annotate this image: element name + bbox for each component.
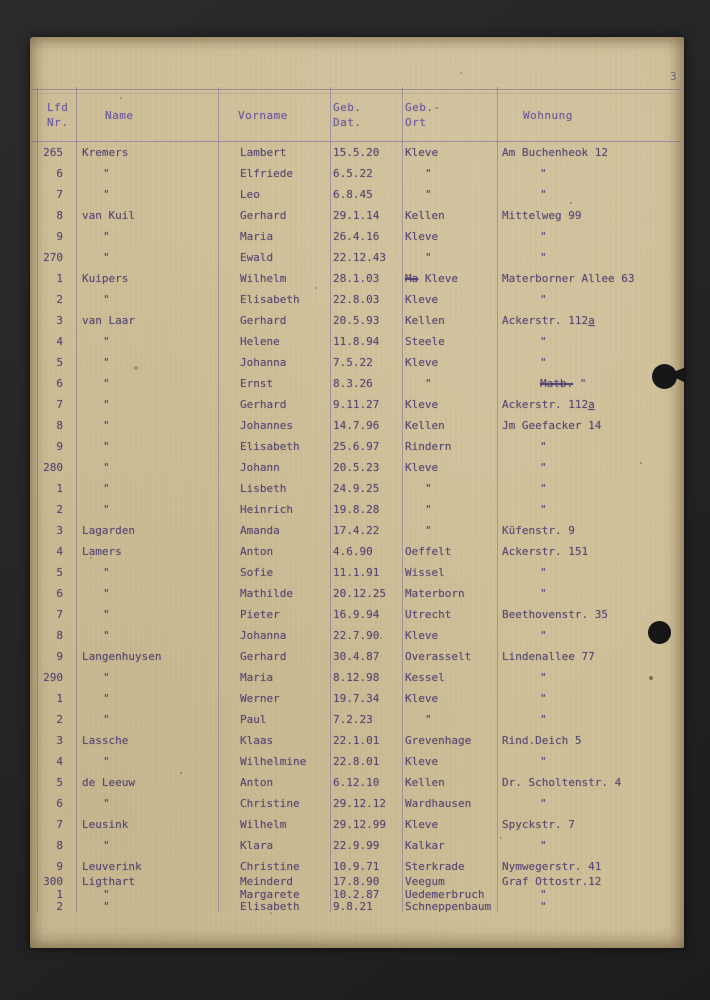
cell-geb_dat: 10.2.87 [333, 887, 380, 901]
cell-vorname: Wilhelm [240, 272, 287, 285]
cell-geb_dat: 9.11.27 [333, 398, 380, 411]
cell-nr: 1 [56, 887, 63, 901]
cell-name: Lamers [82, 545, 122, 558]
table-header [30, 89, 684, 141]
cell-geb_dat: 28.1.03 [333, 272, 380, 285]
cell-name: Lassche [82, 734, 129, 747]
cell-name: " [103, 900, 110, 913]
cell-wohnung: Dr. Scholtenstr. 4 [502, 776, 622, 789]
cell-geb_ort: Veegum [405, 875, 445, 888]
cell-nr: 9 [56, 650, 63, 663]
cell-nr: 2 [56, 503, 63, 516]
cell-geb_ort: Sterkrade [405, 860, 465, 873]
cell-geb_dat: 14.7.96 [333, 419, 380, 432]
cell-vorname: Margarete [240, 887, 300, 901]
cell-vorname: Heinrich [240, 503, 293, 516]
table-row [30, 419, 684, 440]
cell-geb_ort: Kleve [405, 755, 439, 768]
cell-geb_dat: 11.8.94 [333, 335, 380, 348]
cell-name: " [103, 503, 110, 516]
cell-geb_ort: " [425, 503, 432, 516]
cell-vorname: Elisabeth [240, 440, 300, 453]
cell-vorname: Klaas [240, 734, 274, 747]
cell-geb_dat: 19.7.34 [333, 692, 380, 705]
cell-vorname: Wilhelm [240, 818, 287, 831]
cell-name: " [103, 482, 110, 495]
table-row [30, 272, 684, 293]
cell-geb_ort: Oeffelt [405, 545, 452, 558]
cell-nr: 300 [43, 875, 63, 888]
cell-name: " [103, 251, 110, 264]
cell-vorname: Werner [240, 692, 280, 705]
cell-wohnung: " [540, 671, 547, 684]
cell-geb_ort: " [425, 377, 432, 390]
table-body [30, 146, 684, 913]
cell-vorname: Amanda [240, 524, 280, 537]
cell-vorname: Lambert [240, 146, 287, 159]
cell-vorname: Gerhard [240, 398, 287, 411]
cell-wohnung: Nymwegerstr. 41 [502, 860, 602, 873]
cell-geb_dat: 19.8.28 [333, 503, 380, 516]
table-row [30, 713, 684, 734]
table-row [30, 398, 684, 419]
cell-name: " [103, 419, 110, 432]
cell-vorname: Anton [240, 545, 274, 558]
cell-nr: 2 [56, 900, 63, 913]
table-row [30, 440, 684, 461]
cell-nr: 8 [56, 629, 63, 642]
cell-geb_ort: Kellen [405, 314, 445, 327]
cell-geb_dat: 9.8.21 [333, 900, 373, 913]
cell-wohnung: " [540, 900, 547, 913]
cell-wohnung: Küfenstr. 9 [502, 524, 575, 537]
cell-geb_ort: Wardhausen [405, 797, 472, 810]
table-row [30, 587, 684, 608]
cell-vorname: Elisabeth [240, 900, 300, 913]
cell-name: " [103, 692, 110, 705]
table-row [30, 776, 684, 797]
cell-nr: 6 [56, 167, 63, 180]
cell-geb_dat: 22.1.01 [333, 734, 380, 747]
cell-name: " [103, 671, 110, 684]
cell-nr: 7 [56, 398, 63, 411]
cell-vorname: Gerhard [240, 650, 287, 663]
cell-name: " [103, 755, 110, 768]
cell-vorname: Gerhard [240, 314, 287, 327]
cell-nr: 9 [56, 860, 63, 873]
table-row [30, 629, 684, 650]
table-row [30, 461, 684, 482]
cell-wohnung: " [540, 251, 547, 264]
cell-nr: 3 [56, 734, 63, 747]
cell-nr: 6 [56, 377, 63, 390]
table-row [30, 839, 684, 860]
cell-wohnung: Jm Geefacker 14 [502, 419, 602, 432]
cell-name: " [103, 167, 110, 180]
cell-geb_dat: 26.4.16 [333, 230, 380, 243]
cell-vorname: Christine [240, 860, 300, 873]
table-row [30, 692, 684, 713]
table-row [30, 671, 684, 692]
paper-specks [30, 37, 32, 39]
cell-vorname: Elfriede [240, 167, 293, 180]
cell-nr: 2 [56, 713, 63, 726]
table-row [30, 797, 684, 818]
cell-nr: 7 [56, 818, 63, 831]
cell-geb_dat: 20.5.23 [333, 461, 380, 474]
cell-nr: 4 [56, 335, 63, 348]
cell-geb_dat: 6.12.10 [333, 776, 380, 789]
table-row [30, 482, 684, 503]
cell-nr: 7 [56, 188, 63, 201]
cell-geb_dat: 17.4.22 [333, 524, 380, 537]
cell-geb_dat: 30.4.87 [333, 650, 380, 663]
cell-vorname: Meinderd [240, 875, 293, 888]
cell-wohnung: " [540, 887, 547, 901]
table-row [30, 251, 684, 272]
cell-nr: 8 [56, 419, 63, 432]
table-row [30, 293, 684, 314]
cell-vorname: Johannes [240, 419, 293, 432]
cell-name: Kremers [82, 146, 129, 159]
cell-geb_dat: 29.1.14 [333, 209, 380, 222]
table-row [30, 356, 684, 377]
cell-geb_ort: Steele [405, 335, 445, 348]
cell-name: Leusink [82, 818, 129, 831]
cell-geb_ort: " [425, 188, 432, 201]
cell-wohnung: " [540, 566, 547, 579]
cell-wohnung: " [540, 230, 547, 243]
cell-vorname: Anton [240, 776, 274, 789]
header-geb-dat: Geb. Dat. [333, 101, 362, 129]
table-row [30, 146, 684, 167]
cell-geb_ort: Kellen [405, 209, 445, 222]
hole-punch [648, 621, 671, 644]
cell-nr: 8 [56, 839, 63, 852]
cell-vorname: Ernst [240, 377, 274, 390]
table-row [30, 188, 684, 209]
cell-wohnung: Ackerstr. 112a [502, 398, 595, 411]
cell-vorname: Johann [240, 461, 280, 474]
cell-geb_dat: 29.12.12 [333, 797, 386, 810]
cell-wohnung: Beethovenstr. 35 [502, 608, 608, 621]
cell-wohnung: " [540, 503, 547, 516]
cell-name: Kuipers [82, 272, 129, 285]
cell-name: Leuverink [82, 860, 142, 873]
table-row [30, 650, 684, 671]
cell-name: " [103, 629, 110, 642]
table-row [30, 755, 684, 776]
cell-geb_ort: " [425, 167, 432, 180]
cell-wohnung: Lindenallee 77 [502, 650, 595, 663]
cell-vorname: Paul [240, 713, 267, 726]
cell-geb_ort: Utrecht [405, 608, 452, 621]
cell-nr: 1 [56, 482, 63, 495]
cell-wohnung: " [540, 356, 547, 369]
cell-name: " [103, 713, 110, 726]
cell-geb_ort: Kellen [405, 419, 445, 432]
cell-wohnung: " [540, 482, 547, 495]
cell-geb_ort: Kleve [405, 461, 439, 474]
cell-name: " [103, 566, 110, 579]
cell-vorname: Maria [240, 230, 274, 243]
cell-geb_dat: 29.12.99 [333, 818, 386, 831]
cell-nr: 9 [56, 230, 63, 243]
cell-name: " [103, 377, 110, 390]
struck-text: Matb. [540, 377, 574, 390]
table-row [30, 888, 684, 901]
cell-geb_ort: Kessel [405, 671, 445, 684]
header-vorname: Vorname [238, 108, 288, 122]
cell-vorname: Wilhelmine [240, 755, 307, 768]
cell-wohnung: " [540, 167, 547, 180]
cell-wohnung: " [540, 692, 547, 705]
cell-name: " [103, 887, 110, 901]
cell-geb_dat: 4.6.90 [333, 545, 373, 558]
cell-wohnung: " [540, 461, 547, 474]
cell-geb_ort: Kleve [405, 146, 439, 159]
cell-geb_dat: 8.3.26 [333, 377, 373, 390]
cell-wohnung: Matb. " [540, 377, 587, 390]
cell-geb_ort: Wissel [405, 566, 445, 579]
cell-nr: 280 [43, 461, 63, 474]
cell-wohnung: Materborner Allee 63 [502, 272, 635, 285]
cell-vorname: Sofie [240, 566, 274, 579]
cell-wohnung: " [540, 629, 547, 642]
cell-geb_dat: 10.9.71 [333, 860, 380, 873]
cell-geb_ort: Kellen [405, 776, 445, 789]
cell-name: " [103, 608, 110, 621]
table-row [30, 545, 684, 566]
cell-name: van Kuil [82, 209, 135, 222]
cell-geb_ort: Kleve [405, 629, 439, 642]
cell-nr: 3 [56, 314, 63, 327]
cell-geb_ort: Kleve [405, 230, 439, 243]
cell-name: van Laar [82, 314, 135, 327]
table-row [30, 167, 684, 188]
table-row [30, 209, 684, 230]
cell-name: de Leeuw [82, 776, 135, 789]
cell-nr: 5 [56, 776, 63, 789]
header-separator-rule [32, 141, 680, 142]
cell-geb_ort: Kleve [405, 398, 439, 411]
cell-vorname: Elisabeth [240, 293, 300, 306]
cell-geb_ort: Ma Kleve [405, 272, 458, 285]
cell-geb_ort: " [425, 251, 432, 264]
cell-wohnung: Mittelweg 99 [502, 209, 582, 222]
cell-nr: 4 [56, 545, 63, 558]
cell-wohnung: " [540, 797, 547, 810]
cell-geb_ort: Kleve [405, 356, 439, 369]
cell-geb_dat: 15.5.20 [333, 146, 380, 159]
cell-wohnung: " [540, 335, 547, 348]
cell-name: " [103, 293, 110, 306]
cell-name: " [103, 440, 110, 453]
cell-geb_dat: 25.6.97 [333, 440, 380, 453]
cell-wohnung: Rind.Deich 5 [502, 734, 582, 747]
cell-wohnung: " [540, 839, 547, 852]
cell-wohnung: " [540, 293, 547, 306]
cell-vorname: Johanna [240, 356, 287, 369]
cell-geb_dat: 20.5.93 [333, 314, 380, 327]
header-geb-ort: Geb.- Ort [405, 101, 441, 129]
cell-wohnung: Graf Ottostr.12 [502, 875, 602, 888]
cell-vorname: Ewald [240, 251, 274, 264]
header-name: Name [105, 108, 134, 122]
table-row [30, 503, 684, 524]
cell-vorname: Pieter [240, 608, 280, 621]
cell-name: " [103, 461, 110, 474]
table-row [30, 875, 684, 888]
cell-name: " [103, 398, 110, 411]
header-lfd-nr: Lfd Nr. [47, 101, 69, 129]
cell-nr: 1 [56, 692, 63, 705]
cell-wohnung: " [540, 755, 547, 768]
cell-vorname: Mathilde [240, 587, 293, 600]
cell-name: " [103, 230, 110, 243]
cell-geb_ort: " [425, 713, 432, 726]
table-row [30, 900, 684, 913]
cell-nr: 6 [56, 587, 63, 600]
cell-name: Lagarden [82, 524, 135, 537]
cell-geb_dat: 16.9.94 [333, 608, 380, 621]
cell-name: " [103, 797, 110, 810]
cell-vorname: Klara [240, 839, 274, 852]
cell-nr: 8 [56, 209, 63, 222]
table-row [30, 314, 684, 335]
document-page [30, 37, 684, 948]
cell-nr: 265 [43, 146, 63, 159]
cell-geb_ort: Kalkar [405, 839, 445, 852]
struck-text: Ma [405, 272, 419, 285]
cell-geb_dat: 6.5.22 [333, 167, 373, 180]
table-row [30, 566, 684, 587]
cell-geb_ort: Rindern [405, 440, 452, 453]
cell-wohnung: Ackerstr. 151 [502, 545, 589, 558]
cell-geb_ort: " [425, 524, 432, 537]
cell-geb_ort: Kleve [405, 293, 439, 306]
cell-nr: 270 [43, 251, 63, 264]
cell-geb_ort: Overasselt [405, 650, 472, 663]
table-row [30, 524, 684, 545]
cell-geb_dat: 22.8.01 [333, 755, 380, 768]
cell-wohnung: Ackerstr. 112a [502, 314, 595, 327]
cell-name: Langenhuysen [82, 650, 162, 663]
table-row [30, 377, 684, 398]
cell-geb_dat: 6.8.45 [333, 188, 373, 201]
cell-wohnung: " [540, 440, 547, 453]
cell-geb_dat: 22.9.99 [333, 839, 380, 852]
cell-nr: 9 [56, 440, 63, 453]
table-row [30, 230, 684, 251]
cell-geb_dat: 7.2.23 [333, 713, 373, 726]
cell-geb_dat: 24.9.25 [333, 482, 380, 495]
cell-geb_dat: 17.8.90 [333, 875, 380, 888]
cell-geb_dat: 11.1.91 [333, 566, 380, 579]
cell-wohnung: " [540, 188, 547, 201]
cell-geb_dat: 20.12.25 [333, 587, 386, 600]
cell-wohnung: Am Buchenheok 12 [502, 146, 608, 159]
cell-nr: 1 [56, 272, 63, 285]
cell-nr: 5 [56, 356, 63, 369]
cell-wohnung: " [540, 587, 547, 600]
cell-geb_dat: 22.12.43 [333, 251, 386, 264]
cell-geb_dat: 8.12.98 [333, 671, 380, 684]
cell-nr: 6 [56, 797, 63, 810]
cell-geb_ort: Kleve [405, 692, 439, 705]
cell-name: " [103, 587, 110, 600]
cell-name: " [103, 839, 110, 852]
cell-geb_dat: 7.5.22 [333, 356, 373, 369]
cell-nr: 5 [56, 566, 63, 579]
cell-vorname: Gerhard [240, 209, 287, 222]
cell-geb_ort: Grevenhage [405, 734, 472, 747]
cell-geb_dat: 22.7.90 [333, 629, 380, 642]
cell-name: " [103, 188, 110, 201]
cell-nr: 4 [56, 755, 63, 768]
cell-name: " [103, 356, 110, 369]
cell-geb_dat: 22.8.03 [333, 293, 380, 306]
cell-geb_ort: Kleve [405, 818, 439, 831]
cell-geb_ort: Materborn [405, 587, 465, 600]
cell-geb_ort: " [425, 482, 432, 495]
cell-wohnung: Spyckstr. 7 [502, 818, 575, 831]
cell-nr: 3 [56, 524, 63, 537]
cell-wohnung: " [540, 713, 547, 726]
cell-nr: 2 [56, 293, 63, 306]
cell-vorname: Leo [240, 188, 260, 201]
table-row [30, 608, 684, 629]
table-row [30, 860, 684, 875]
table-row [30, 335, 684, 356]
cell-vorname: Helene [240, 335, 280, 348]
cell-name: " [103, 335, 110, 348]
cell-geb_ort: Uedemerbruch [405, 887, 485, 901]
table-row [30, 734, 684, 755]
cell-vorname: Maria [240, 671, 274, 684]
cell-geb_ort: Schneppenbaum [405, 900, 492, 913]
page-number: 3 [670, 70, 677, 83]
cell-vorname: Johanna [240, 629, 287, 642]
cell-nr: 290 [43, 671, 63, 684]
header-wohnung: Wohnung [523, 108, 573, 122]
cell-nr: 7 [56, 608, 63, 621]
cell-vorname: Christine [240, 797, 300, 810]
cell-name: Ligthart [82, 875, 135, 888]
cell-vorname: Lisbeth [240, 482, 287, 495]
table-row [30, 818, 684, 839]
